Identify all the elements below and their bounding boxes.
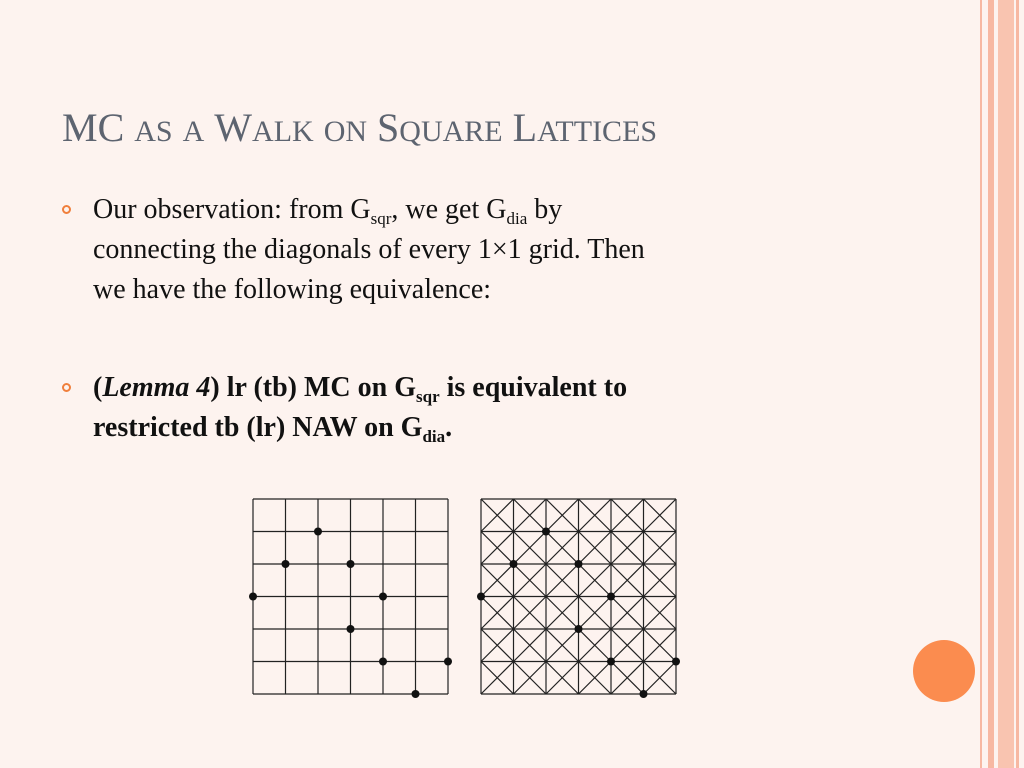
lattice-dot: [575, 560, 583, 568]
bullet-icon: [62, 383, 71, 392]
decorative-circle: [913, 640, 975, 702]
lattice-dot: [379, 593, 387, 601]
observation-line-2: connecting the diagonals of every 1×1 grid. Then: [93, 234, 645, 265]
lemma-text-part: restricted tb (lr) NAW on G: [93, 412, 423, 443]
right-stripe-3: [998, 0, 1014, 768]
lattice-dot: [542, 528, 550, 536]
lattice-dot: [575, 625, 583, 633]
observation-text-part: , we get G: [391, 194, 507, 225]
observation-text-part: by: [527, 194, 563, 225]
lattice-dot: [444, 658, 452, 666]
right-stripe-4: [1016, 0, 1019, 768]
lattice-dot: [672, 658, 680, 666]
title-word: SQUARE: [377, 105, 503, 150]
subscript-sqr: sqr: [370, 209, 392, 228]
lattice-dot: [347, 560, 355, 568]
right-stripe-1: [980, 0, 982, 768]
title-word: WALK: [214, 105, 314, 150]
lemma-name: Lemma 4: [102, 372, 211, 403]
observation-line-3: we have the following equivalence:: [93, 274, 492, 305]
lattice-dot: [510, 560, 518, 568]
title-word: MC: [62, 105, 125, 150]
subscript-dia: dia: [422, 427, 446, 446]
title-word: ON: [323, 115, 368, 148]
right-stripe-2: [988, 0, 994, 768]
title-word: AS: [134, 115, 173, 148]
lattice-dot: [249, 593, 257, 601]
title-word: LATTICES: [512, 105, 658, 150]
lattice-dot: [314, 528, 322, 536]
observation-text-part: Our observation: from G: [93, 194, 371, 225]
lattice-dot: [607, 593, 615, 601]
diagonal-lattice-figure: [476, 494, 686, 702]
slide-title: [62, 104, 657, 151]
lemma-text-part: ) lr (tb) MC on G: [210, 372, 416, 403]
lattice-dot: [379, 658, 387, 666]
subscript-sqr: sqr: [416, 387, 440, 406]
lattice-dot: [477, 593, 485, 601]
bullet-icon: [62, 205, 71, 214]
bullet-observation-text: [93, 190, 893, 310]
lemma-text-part: .: [445, 412, 453, 443]
lattice-dot: [347, 625, 355, 633]
title-word: A: [182, 115, 205, 148]
square-lattice-figure: [248, 494, 460, 702]
bullet-lemma-text: [93, 368, 893, 448]
lattice-dot: [640, 690, 648, 698]
lemma-text-part: (: [93, 372, 103, 403]
subscript-dia: dia: [506, 209, 528, 228]
lattice-dot: [607, 658, 615, 666]
lattice-dot: [412, 690, 420, 698]
lattice-dot: [282, 560, 290, 568]
lemma-text-part: is equivalent to: [439, 372, 628, 403]
